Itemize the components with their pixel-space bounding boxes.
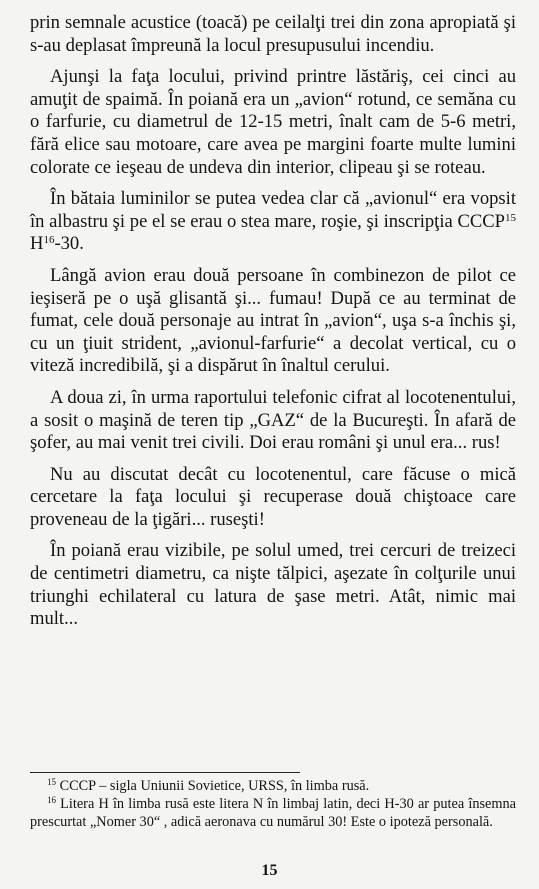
footnote-15 xyxy=(30,777,516,795)
paragraph-next-day: A doua zi, în urma raportului telefonic cifrat al locotenentului, a sosit o maşină de teren tip „GAZ“ de la Bucureşti. În afară de şofer, au mai venit trei civili. Doi erau români şi unul era... rus! xyxy=(30,386,516,454)
paragraph-pilots: Lângă avion erau două persoane în combinezon de pilot ce ieşiseră pe o uşă glisantă şi... fumau! După ce au terminat de fumat, cele două personaje au intrat în „avion“, uşa s-a închis şi, cu un ţiuit strident, „avionul-farfurie“ a decolat vertical, cu o viteză incredibilă, şi a dispărut în înaltul cerului. xyxy=(30,264,516,377)
paragraph-text: -30. xyxy=(54,233,84,255)
paragraph-circles: În poiană erau vizibile, pe solul umed, trei cercuri de treizeci de centimetri diametru, ca nişte tălpici, aşezate în colţurile unui triunghi echilateral cu latura de şase metri. Atât, nimic mai mult... xyxy=(30,540,516,630)
footnotes xyxy=(30,777,516,831)
paragraph-continued: prin semnale acustice (toacă) pe ceilalţi trei din zona apropiată şi s-au deplasat împreună la locul presupusului incendiu. xyxy=(30,12,516,56)
paragraph-arrival: Ajunşi la faţa locului, privind printre lăstăriş, cei cinci au amuţit de spaimă. În poiană era un „avion“ rotund, ce semăna cu o farfurie, cu diametrul de 12-15 metri, înalt cam de 5-6 metri, fără elice sau motoare, care avea pe margini foarte multe lumini colorate ce ieşeau de undeva din interior, clipeau şi se roteau. xyxy=(30,66,516,178)
footnote-text: CCCP – sigla Uniunii Sovietice, URSS, în limba rusă. xyxy=(56,778,370,794)
paragraph-lieutenant: Nu au discutat decât cu locotenentul, care făcuse o mică cercetare la faţa locului şi recuperase două chiştoace care proveneau de la ţigări... ruseşti! xyxy=(30,463,516,530)
footnote-16 xyxy=(30,795,516,831)
page-number: 15 xyxy=(261,862,278,879)
footnote-number: 16 xyxy=(47,795,56,805)
paragraph-inscription xyxy=(30,188,516,256)
footnote-number: 15 xyxy=(47,777,56,787)
paragraph-text: H xyxy=(30,233,44,255)
footnote-separator xyxy=(30,772,300,773)
footnote-ref-15[interactable]: 15 xyxy=(505,211,516,224)
body-text xyxy=(30,12,516,640)
paragraph-text: În bătaia luminilor se putea vedea clar că „avionul“ era vopsit în albastru şi pe el se erau o stea mare, roşie, şi inscripţia CCCP xyxy=(30,188,516,232)
footnote-ref-16[interactable]: 16 xyxy=(43,234,55,247)
footnote-text: Litera H în limba rusă este litera N în limbaj latin, deci H-30 ar putea însemna prescurtat „Nomer 30“ , adică aeronava cu numărul 30! Este o ipoteză personală. xyxy=(30,796,516,830)
